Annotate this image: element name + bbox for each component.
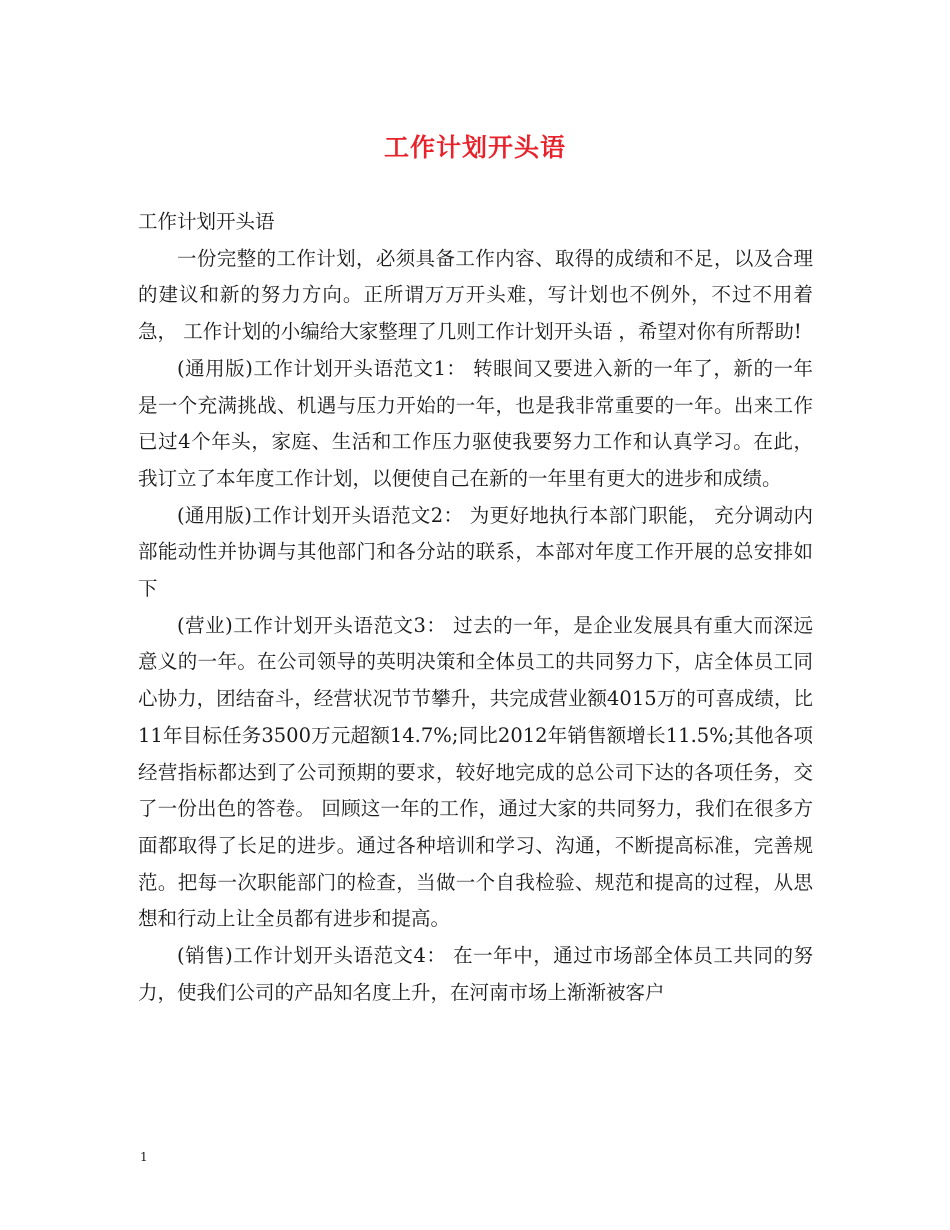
document-title: 工作计划开头语 [383, 133, 566, 162]
paragraph-sample-3: (营业)工作计划开头语范文3： 过去的一年，是企业发展具有重大而深远意义的一年。在公司领导的英明决策和全体员工的共同努力下，店全体员工同心协力，团结奋斗，经营状况节节攀升，共完成营业额4015万的可喜成绩，比11年目标任务3500万元超额14.7%;同比2012年销售额增长11.5%;其他各项经营指标都达到了公司预期的要求，较好地完成的总公司下达的各项任务，交了一份出色的答卷。 回顾这一年的工作，通过大家的共同努力，我们在很多方面都取得了长足的进步。通过各种培训和学习、沟通，不断提高标准，完善规范。把每一次职能部门的检查，当做一个自我检验、规范和提高的过程，从思想和行动上让全员都有进步和提高。 [138, 613, 813, 931]
paragraph-sample-4: (销售)工作计划开头语范文4： 在一年中，通过市场部全体员工共同的努力，使我们公司的产品知名度上升，在河南市场上渐渐被客户 [138, 944, 813, 1004]
paragraph-sample-2: (通用版)工作计划开头语范文2： 为更好地执行本部门职能， 充分调动内部能动性并协调与其他部门和各分站的联系，本部对年度工作开展的总安排如下 [138, 503, 813, 601]
paragraph-intro: 一份完整的工作计划，必须具备工作内容、取得的成绩和不足，以及合理的建议和新的努力方向。正所谓万万开头难，写计划也不例外，不过不用着急， 工作计划的小编给大家整理了几则工作计划开头语 ，希望对你有所帮助! [138, 246, 813, 344]
paragraph-heading: 工作计划开头语 [138, 210, 275, 233]
page-number: 1 [140, 1150, 148, 1164]
paragraph-sample-1: (通用版)工作计划开头语范文1： 转眼间又要进入新的一年了，新的一年是一个充满挑战、机遇与压力开始的一年，也是我非常重要的一年。出来工作已过4个年头，家庭、生活和工作压力驱使我要努力工作和认真学习。在此，我订立了本年度工作计划，以便使自己在新的一年里有更大的进步和成绩。 [138, 356, 813, 490]
document-body [138, 204, 813, 1011]
